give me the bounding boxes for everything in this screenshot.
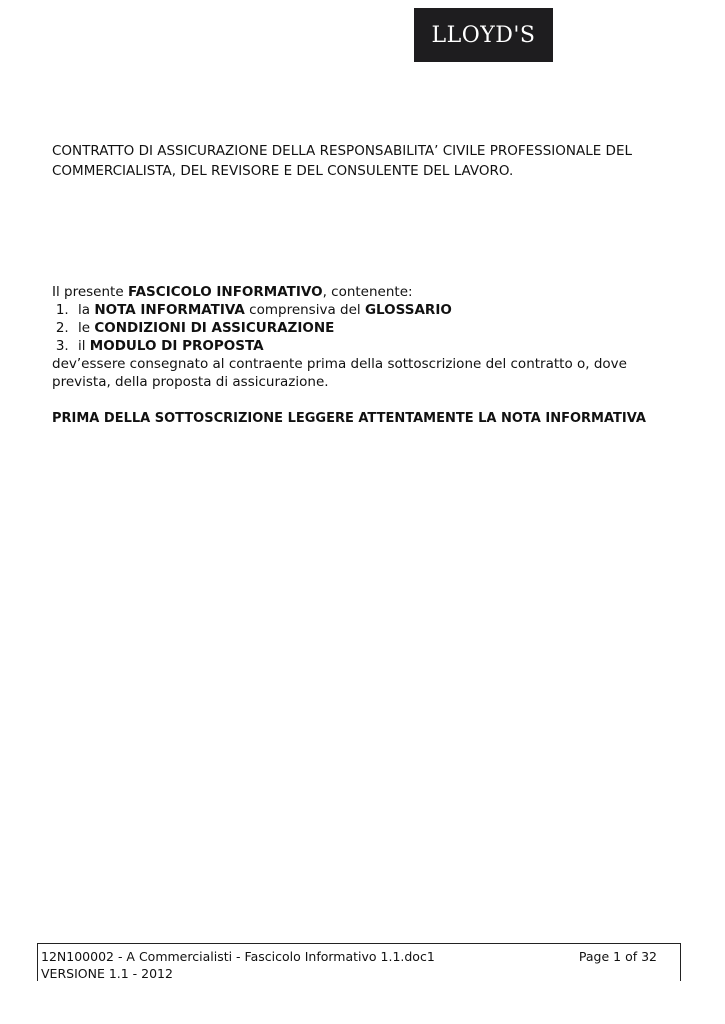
- footer-page-number: Page 1 of 32: [578, 949, 657, 964]
- page-footer: [37, 943, 681, 981]
- list-item: [73, 337, 682, 355]
- item-bold: MODULO DI PROPOSTA: [89, 338, 264, 354]
- list-item: [73, 319, 682, 337]
- contents-list: [52, 301, 682, 355]
- list-item: [73, 301, 682, 319]
- document-body: [52, 283, 682, 391]
- intro-bold: FASCICOLO INFORMATIVO: [127, 284, 323, 300]
- item-prefix: la: [78, 302, 95, 318]
- intro-paragraph: [52, 283, 682, 301]
- item-middle: comprensiva del: [244, 302, 365, 318]
- intro-suffix: , contenente:: [322, 284, 413, 300]
- document-title: CONTRATTO DI ASSICURAZIONE DELLA RESPONSABILITA’ CIVILE PROFESSIONALE DEL COMMERCIALISTA, DEL REVISORE E DEL CONSULENTE DEL LAVORO.: [52, 143, 633, 179]
- lloyds-logo: [414, 8, 553, 62]
- item-bold-2: GLOSSARIO: [364, 302, 452, 318]
- footer-filename: 12N100002 - A Commercialisti - Fascicolo Informativo 1.1.doc1: [41, 949, 435, 964]
- footer-version: VERSIONE 1.1 - 2012: [41, 966, 173, 981]
- warning-notice: PRIMA DELLA SOTTOSCRIZIONE LEGGERE ATTENTAMENTE LA NOTA INFORMATIVA: [52, 411, 646, 426]
- item-prefix: le: [78, 320, 95, 336]
- closing-paragraph: dev’essere consegnato al contraente prima della sottoscrizione del contratto o, dove prevista, della proposta di assicurazione.: [52, 356, 627, 390]
- item-bold: NOTA INFORMATIVA: [94, 302, 245, 318]
- footer-row: [38, 944, 680, 965]
- item-bold: CONDIZIONI DI ASSICURAZIONE: [94, 320, 335, 336]
- logo-text: LLOYD'S: [431, 22, 536, 48]
- item-prefix: il: [78, 338, 90, 354]
- intro-prefix: Il presente: [52, 284, 128, 300]
